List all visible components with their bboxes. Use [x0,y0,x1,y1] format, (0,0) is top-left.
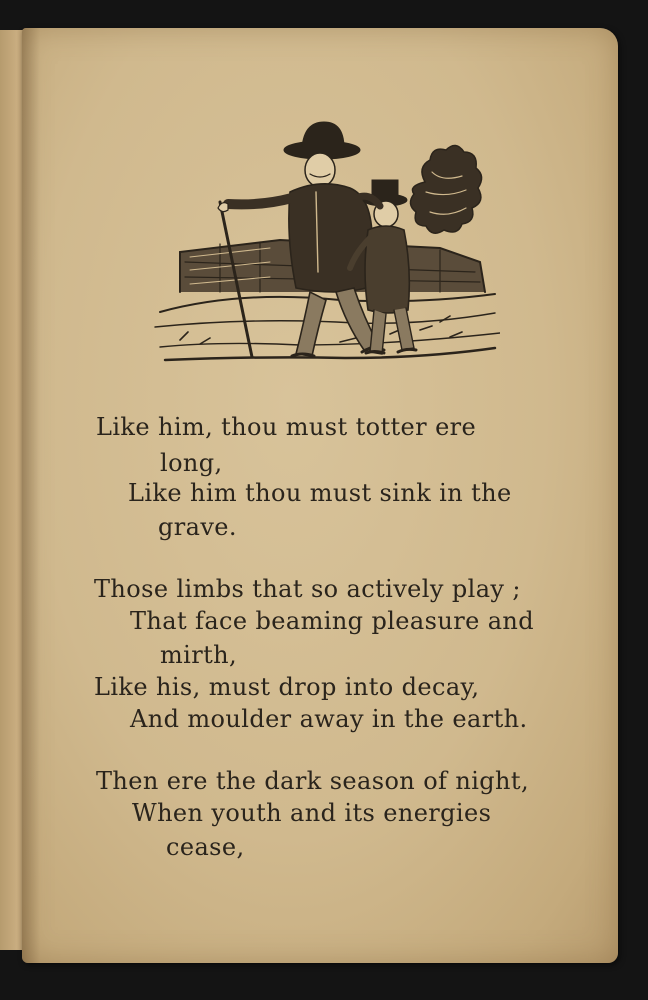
poem-line: Those limbs that so actively play ; [94,575,521,603]
book-page [22,28,618,963]
poem-line: long, [160,449,223,477]
poem-line: mirth, [160,641,238,669]
poem-line: When youth and its energies [132,799,492,827]
poem-line: Like him thou must sink in the [128,479,512,507]
poem-line: grave. [158,513,237,541]
poem-line: Like his, must drop into decay, [94,673,480,701]
poem-line: That face beaming pleasure and [130,607,535,635]
poem-line: cease, [166,833,245,861]
poem-text [22,28,618,963]
poem-line: And moulder away in the earth. [130,705,528,733]
poem-line: Like him, thou must totter ere [96,413,477,441]
poem-line: Then ere the dark season of night, [96,767,529,795]
